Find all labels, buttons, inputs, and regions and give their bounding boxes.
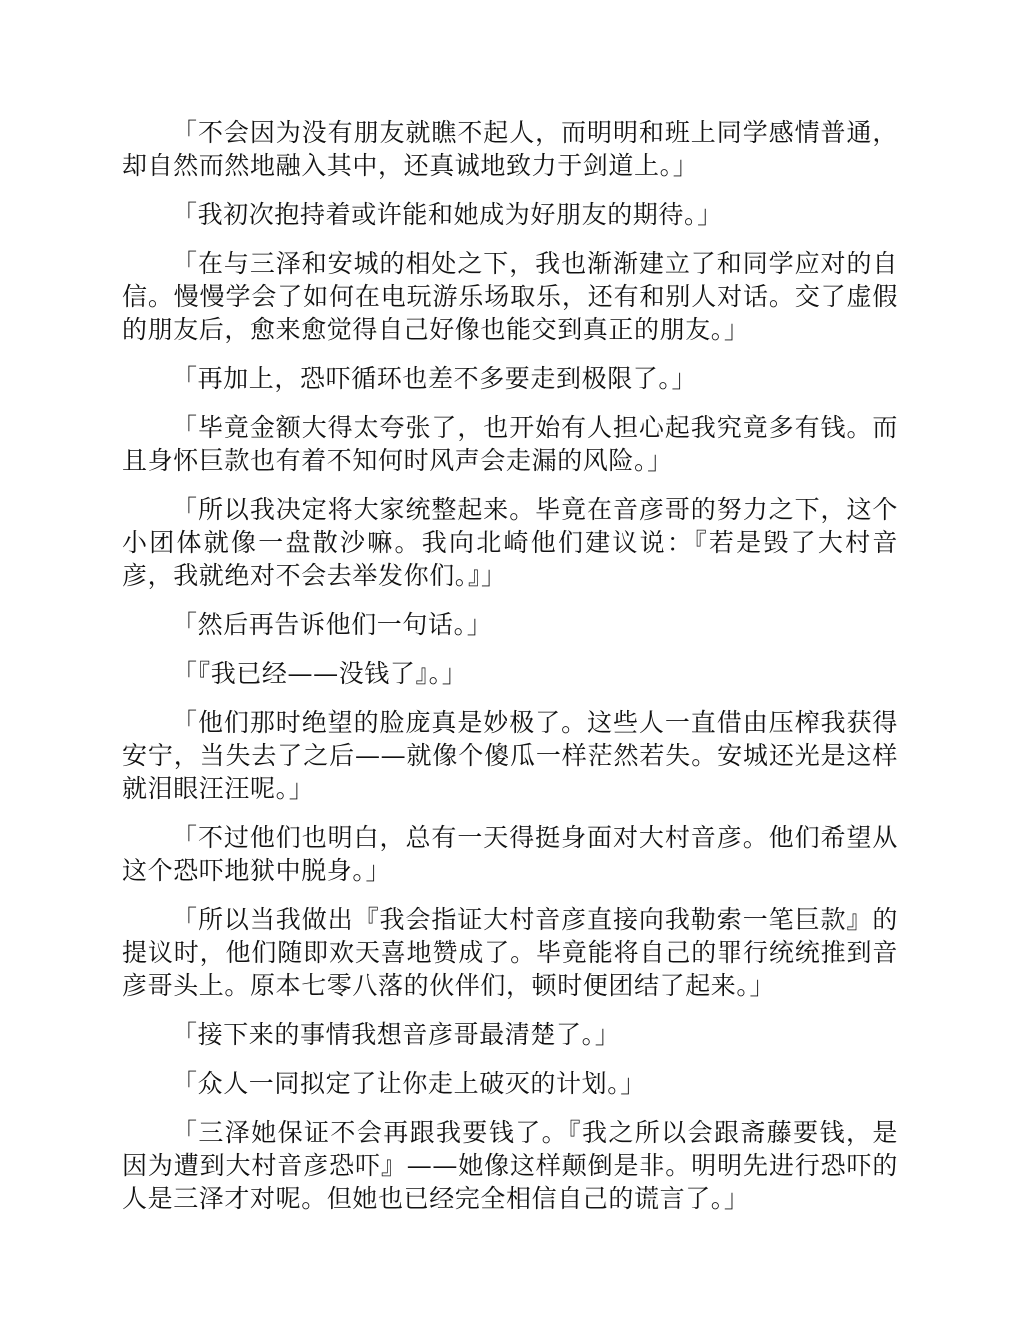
paragraph: 「我初次抱持着或许能和她成为好朋友的期待。」	[172, 200, 723, 229]
paragraph: 「在与三泽和安城的相处之下，我也渐渐建立了和同学应对的自信。慢慢学会了如何在电玩游乐场取乐，还有和别人对话。交了虚假的朋友后，愈来愈觉得自己好像也能交到真正的朋友。」	[122, 249, 898, 344]
paragraph: 「众人一同拟定了让你走上破灭的计划。」	[172, 1069, 646, 1098]
paragraph: 「再加上，恐吓循环也差不多要走到极限了。」	[172, 364, 698, 393]
paragraph: 「毕竟金额大得太夸张了，也开始有人担心起我究竟多有钱。而且身怀巨款也有着不知何时风声会走漏的风险。」	[122, 413, 898, 475]
paragraph: 「『我已经——没钱了』。」	[172, 659, 468, 688]
paragraph: 「不会因为没有朋友就瞧不起人，而明明和班上同学感情普通，却自然而然地融入其中，还真诚地致力于剑道上。」	[122, 118, 898, 180]
paragraph: 「他们那时绝望的脸庞真是妙极了。这些人一直借由压榨我获得安宁，当失去了之后——就像个傻瓜一样茫然若失。安城还光是这样就泪眼汪汪呢。」	[122, 708, 898, 803]
paragraph: 「不过他们也明白，总有一天得挺身面对大村音彦。他们希望从这个恐吓地狱中脱身。」	[122, 823, 898, 885]
paragraph: 「所以当我做出『我会指证大村音彦直接向我勒索一笔巨款』的提议时，他们随即欢天喜地赞成了。毕竟能将自己的罪行统统推到音彦哥头上。原本七零八落的伙伴们，顿时便团结了起来。」	[122, 905, 898, 1000]
paragraph: 「然后再告诉他们一句话。」	[172, 610, 493, 639]
paragraph: 「所以我决定将大家统整起来。毕竟在音彦哥的努力之下，这个小团体就像一盘散沙嘛。我向北崎他们建议说：『若是毁了大村音彦，我就绝对不会去举发你们。』」	[122, 495, 898, 590]
paragraph: 「三泽她保证不会再跟我要钱了。『我之所以会跟斋藤要钱，是因为遭到大村音彦恐吓』——她像这样颠倒是非。明明先进行恐吓的人是三泽才对呢。但她也已经完全相信自己的谎言了。」	[122, 1118, 898, 1213]
paragraph: 「接下来的事情我想音彦哥最清楚了。」	[172, 1020, 621, 1049]
